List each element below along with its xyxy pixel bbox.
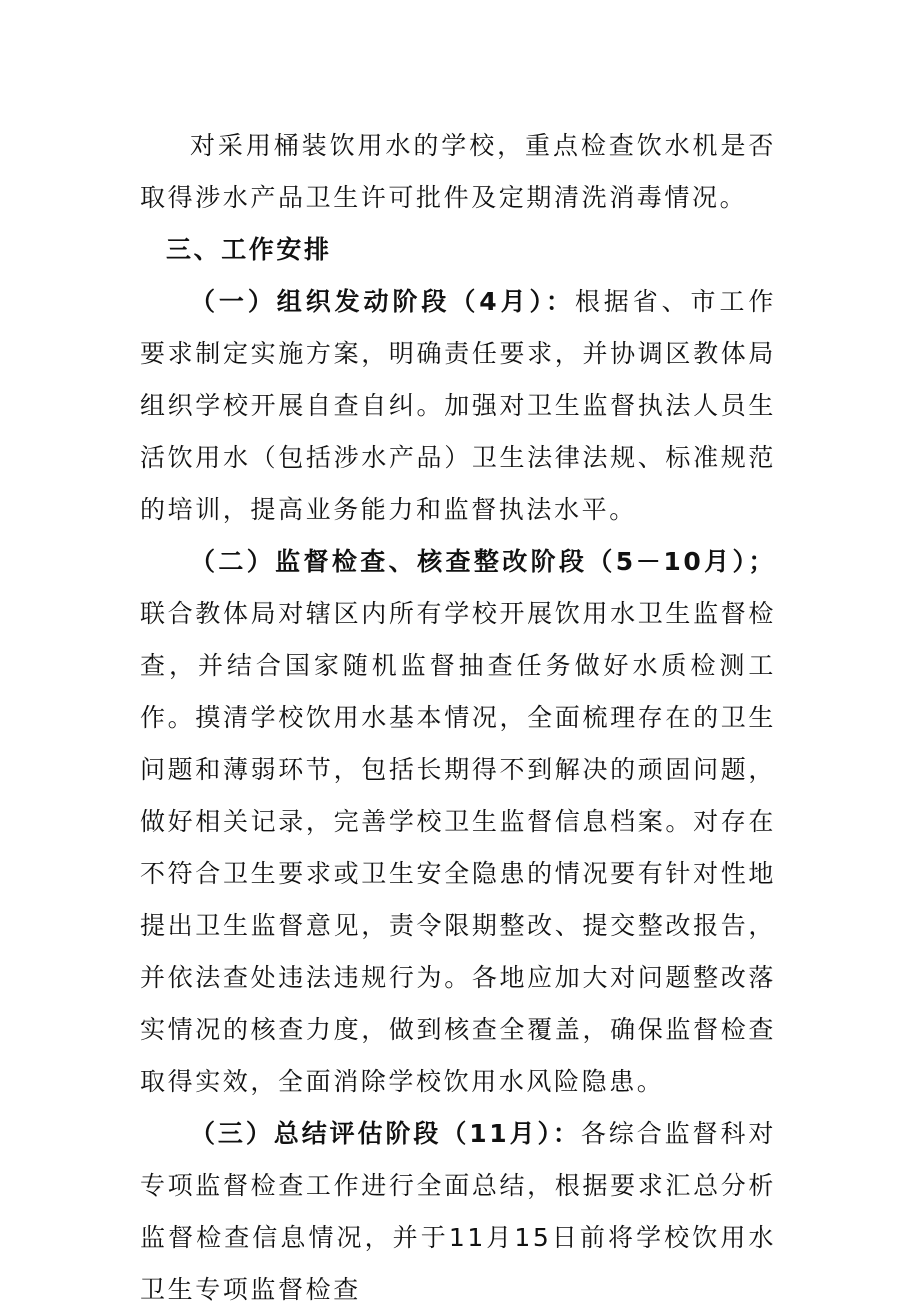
paragraph-text: 根据省、市工作要求制定实施方案，明确责任要求，并协调区教体局组织学校开展自查自纠。加强对卫生监督执法人员生活饮用水（包括涉水产品）卫生法律法规、标准规范的培训，提高业务能力和监督执法水平。 [140,287,777,524]
paragraph-phase-one [140,276,776,536]
paragraph-text: 各综合监督科对专项监督检查工作进行全面总结，根据要求汇总分析监督检查信息情况，并于11月15日前将学校饮用水卫生专项监督检查 [140,1119,776,1304]
phase-two-heading: （二）监督检查、核查整改阶段（5－10月）； [190,547,776,576]
phase-one-heading: （一）组织发动阶段（4月）： [190,287,575,316]
paragraph-bottled-water [140,120,776,224]
paragraph-text: 联合教体局对辖区内所有学校开展饮用水卫生监督检查，并结合国家随机监督抽查任务做好水质检测工作。摸清学校饮用水基本情况，全面梳理存在的卫生问题和薄弱环节，包括长期得不到解决的顽固问题，做好相关记录，完善学校卫生监督信息档案。对存在不符合卫生要求或卫生安全隐患的情况要有针对性地提出卫生监督意见，责令限期整改、提交整改报告，并依法查处违法违规行为。各地应加大对问题整改落实情况的核查力度，做到核查全覆盖，确保监督检查取得实效，全面消除学校饮用水风险隐患。 [140,599,776,1096]
paragraph-phase-two [140,536,776,1108]
section-heading-work-arrangement: 三、工作安排 [166,235,332,264]
paragraph-phase-three [140,1108,776,1316]
document-body [140,120,776,1316]
phase-three-heading: （三）总结评估阶段（11月）： [190,1119,581,1148]
paragraph-text: 对采用桶装饮用水的学校，重点检查饮水机是否取得涉水产品卫生许可批件及定期清洗消毒情况。 [140,131,776,212]
